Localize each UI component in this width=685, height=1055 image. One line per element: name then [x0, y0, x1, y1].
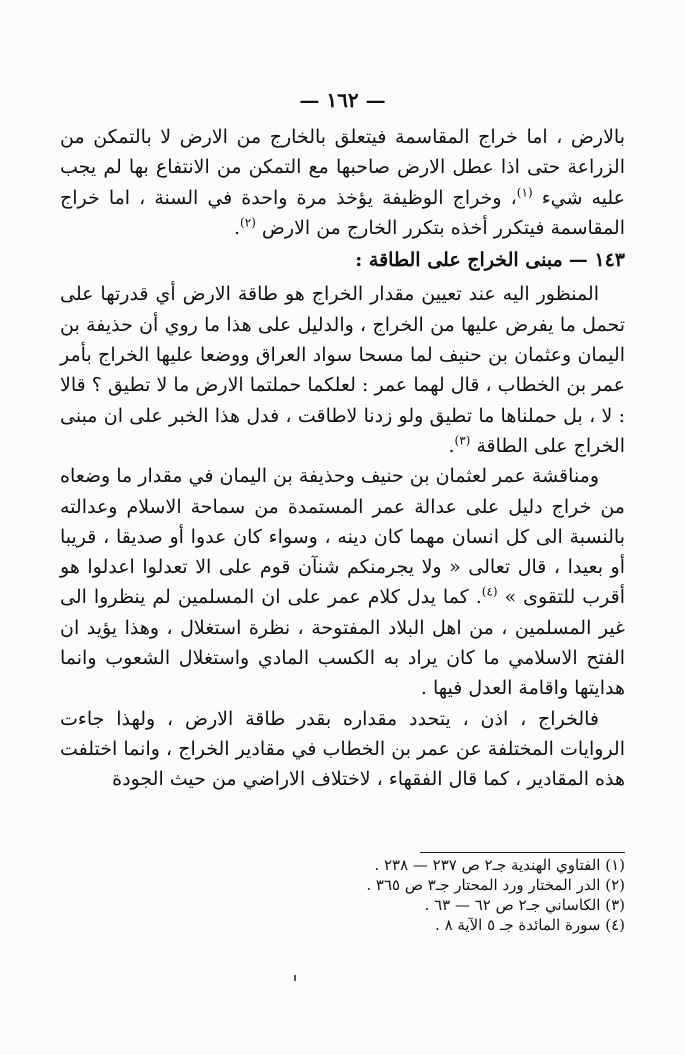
section-title: مبنى الخراج على الطاقة :: [355, 249, 563, 272]
footnote-4: (٤) سورة المائدة جـ ٥ الآية ٨ .: [435, 916, 625, 934]
paragraph-3-tail: . كما يدل كلام عمر على ان المسلمين لم ينظروا الى غير المسلمين ، من اهل البلاد المفتوحة ، نظرة استغلال ، وهذا يؤيد ان الفتح الاسلامي ما كان يراد به الكسب المادي واستغلال الشعوب وانما هدايتها واقامة العدل فيها .: [60, 586, 625, 700]
footnote-separator: [420, 852, 625, 853]
footnote-3: (٣) الكاساني جـ٢ ص ٦٢ — ٦٣ .: [424, 896, 625, 914]
footnote-1: (١) الفتاوي الهندية جـ٢ ص ٢٣٧ — ٢٣٨ .: [374, 856, 625, 874]
paragraph-4: فالخراج ، اذن ، يتحدد مقداره بقدر طاقة الارض ، ولهذا جاءت الروايات المختلفة عن عمر بن الخطاب في مقادير الخراج ، وانما اختلفت هذه المقادير ، كما قال الفقهاء ، لاختلاف الاراضي من حيث الجودة: [60, 707, 625, 791]
page-number: — ١٦٢ —: [299, 88, 386, 112]
paragraph-1-tail: ، وخراج الوظيفة يؤخذ مرة واحدة في السنة ، اما خراج المقاسمة فيتكرر أخذه بتكرر الخارج من الارض: [60, 186, 625, 239]
paragraph-1-end: .: [234, 216, 241, 239]
footnote-ref-3: (٣): [454, 433, 471, 448]
paragraph-2-end: .: [448, 434, 455, 457]
paragraph-3: [60, 461, 625, 703]
paragraph-1-text: بالارض ، اما خراج المقاسمة فيتعلق بالخارج من الارض لا بالتمكن من الزراعة حتى اذا عطل الارض صاحبها مع التمكن من الانتفاع بها لم يجب عليه شيء: [60, 126, 625, 209]
footnote-ref-4: (٤): [481, 585, 498, 600]
paragraph-2-text: المنظور اليه عند تعيين مقدار الخراج هو طاقة الارض أي قدرتها على تحمل ما يفرض عليها من الخراج ، والدليل على هذا ما روي أن حذيفة بن اليمان وعثمان بن حنيف لما مسحا سواد العراق ووضعا عليها الخراج بأمر عمر بن الخطاب ، قال لهما عمر : لعلكما حملتما الارض ما لا تطيق ؟ قالا : لا ، بل حملناها ما تطيق ولو زدنا لاطاقت ، فدل هذا الخبر على ان مبنى الخراج على الطاقة: [60, 283, 625, 457]
footnote-ref-1: (١): [516, 185, 533, 200]
body-text: [60, 122, 625, 795]
scan-mark: [294, 975, 296, 981]
paragraph-2: [60, 279, 625, 461]
section-heading: [60, 245, 625, 275]
paragraph-3-text: ومناقشة عمر لعثمان بن حنيف وحذيفة بن اليمان في مقدار ما وضعاه من خراج دليل على عدالة عمر المستمدة من سماحة الاسلام وعدالته بالنسبة الى كل انسان مهما كان دينه ، وسواء كان عدوا أو صديقا ، قريبا أو بعيدا ، قال تعالى « ولا يجرمنكم شنآن قوم على الا تعدلوا اعدلوا هو أقرب للتقوى »: [60, 465, 625, 609]
footnotes: [200, 855, 625, 935]
footnote-ref-2: (٢): [240, 215, 256, 230]
paragraph-1: [60, 122, 625, 243]
footnote-2: (٢) الدر المختار ورد المحتار جـ٣ ص ٣٦٥ .: [366, 876, 625, 894]
section-number: ١٤٣ —: [568, 249, 625, 272]
